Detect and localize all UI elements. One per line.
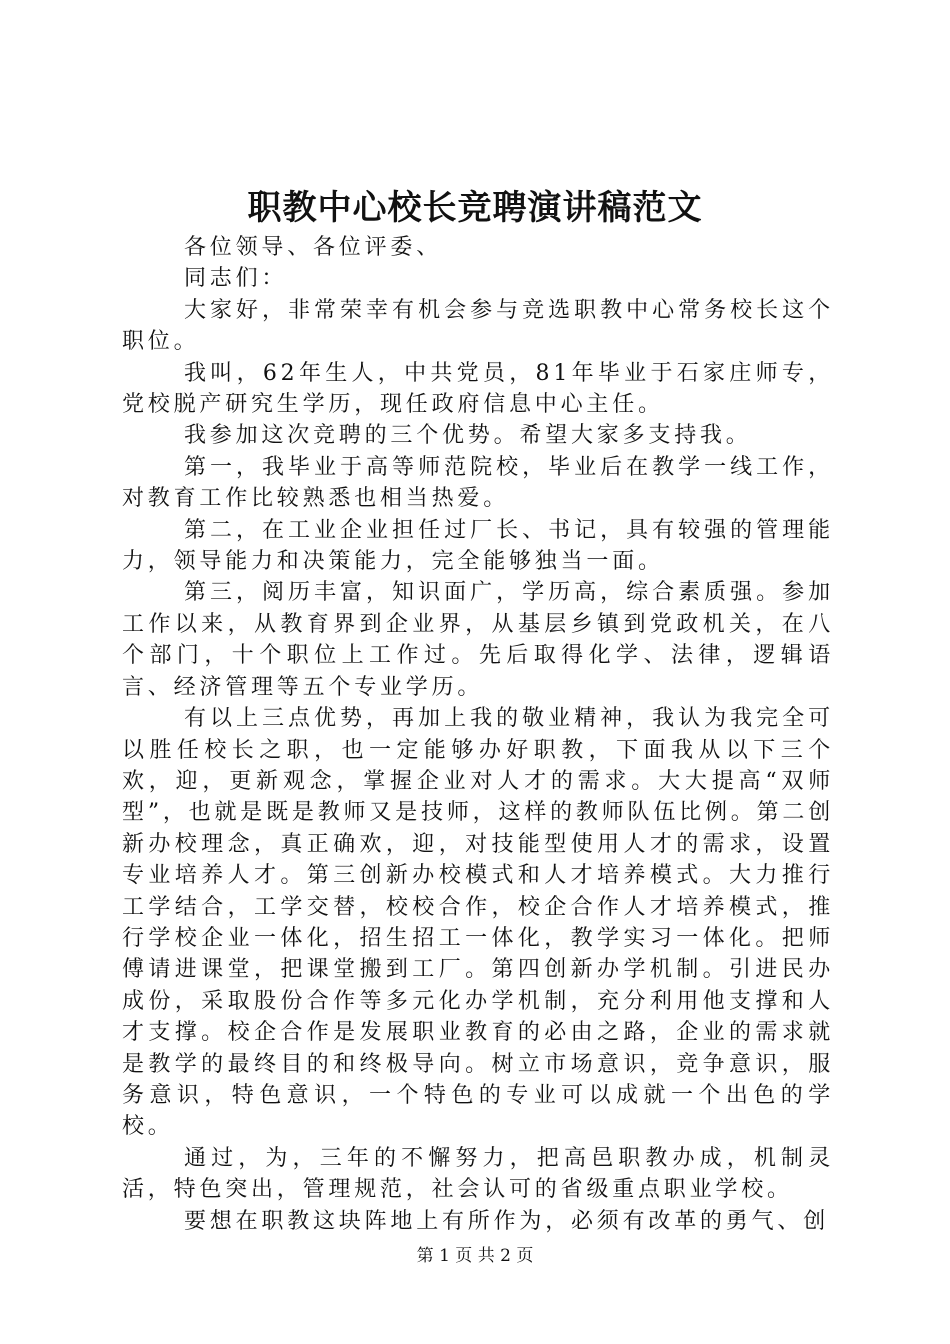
salutation-line-1: 各位领导、各位评委、 [184,235,443,260]
document-body [122,232,834,1237]
paragraph-goal: 通过，为，三年的不懈努力，把高邑职教办成，机制灵活，特色突出，管理规范，社会认可的省级重点职业学校。 [122,1145,834,1203]
document-title: 职教中心校长竞聘演讲稿范文 [247,188,703,228]
paragraph-greeting: 大家好，非常荣幸有机会参与竞选职教中心常务校长这个职位。 [122,297,834,355]
paragraph-advantages-intro: 我参加这次竞聘的三个优势。希望大家多支持我。 [184,423,752,449]
page-number-footer: 第 1 页 共 2 页 [416,1246,534,1266]
paragraph-advantage-3: 第三，阅历丰富，知识面广，学历高，综合素质强。参加工作以来，从教育界到企业界，从基层乡镇到党政机关，在八个部门，十个职位上工作过。先后取得化学、法律，逻辑语言、经济管理等五个专业学历。 [122,580,834,700]
paragraph-plans: 有以上三点优势，再加上我的敬业精神，我认为我完全可以胜任校长之职，也一定能够办好职教，下面我从以下三个欢，迎，更新观念，掌握企业对人才的需求。大大提高“双师型”，也就是既是教师又是技师，这样的教师队伍比例。第二创新办校理念，真正确欢，迎，对技能型使用人才的需求，设置专业培养人才。第三创新办校模式和人才培养模式。大力推行工学结合，工学交替，校校合作，校企合作人才培养模式，推行学校企业一体化，招生招工一体化，教学实习一体化。把师傅请进课堂，把课堂搬到工厂。第四创新办学机制。引进民办成份，采取股份合作等多元化办学机制，充分利用他支撑和人才支撑。校企合作是发展职业教育的必由之路，企业的需求就是教学的最终目的和终极导向。树立市场意识，竞争意识，服务意识，特色意识，一个特色的专业可以成就一个出色的学校。 [122,706,834,1140]
paragraph-advantage-1: 第一，我毕业于高等师范院校，毕业后在教学一线工作，对教育工作比较熟悉也相当热爱。 [122,454,834,512]
paragraph-advantage-2: 第二，在工业企业担任过厂长、书记，具有较强的管理能力，领导能力和决策能力，完全能够独当一面。 [122,517,834,575]
paragraph-reform: 要想在职教这块阵地上有所作为，必须有改革的勇气、创 [184,1208,830,1234]
paragraph-self-intro: 我叫，62年生人，中共党员，81年毕业于石家庄师专，党校脱产研究生学历，现任政府信息中心主任。 [122,360,834,418]
salutation-line-2: 同志们： [184,266,288,292]
